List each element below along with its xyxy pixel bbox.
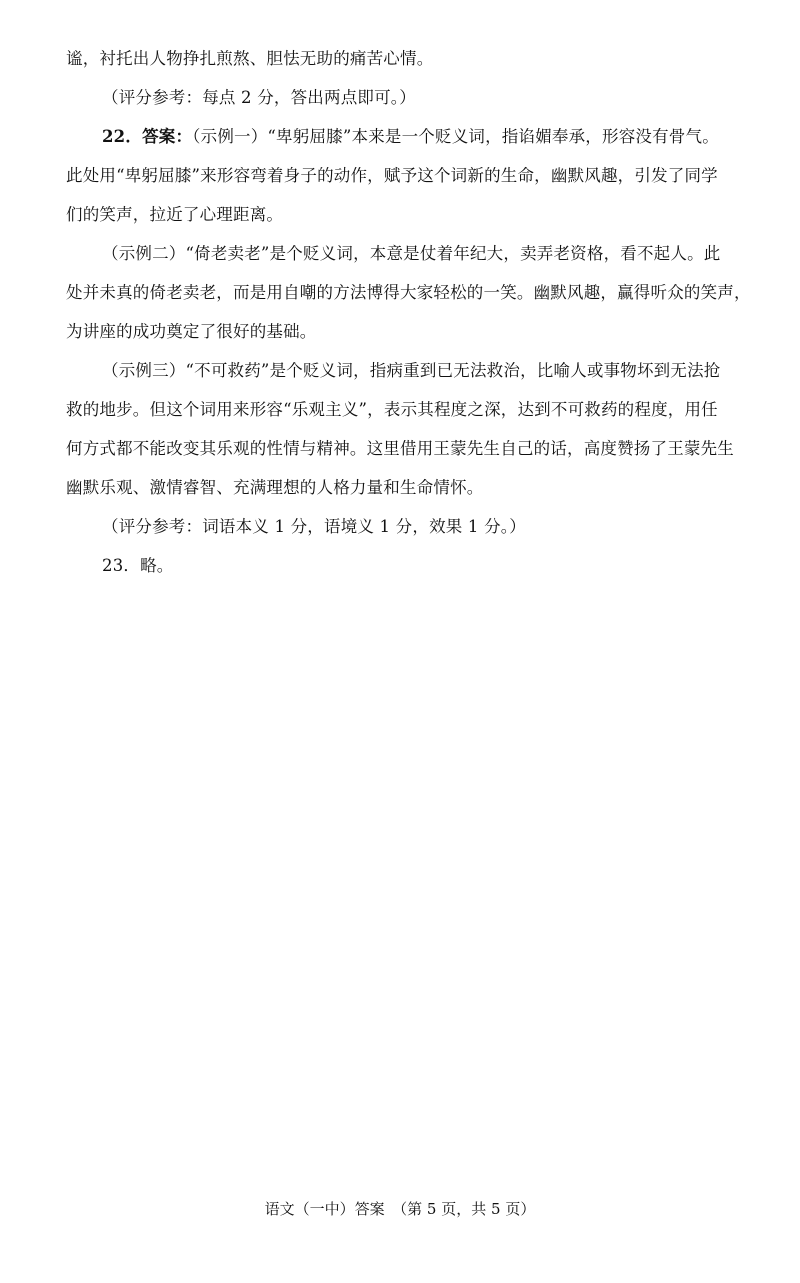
question-23: 23．略。 (102, 556, 174, 575)
answer-label: 答案： (142, 127, 193, 146)
text-line: 何方式都不能改变其乐观的性情与精神。这里借用王蒙先生自己的话，高度赞扬了王蒙先生 (66, 439, 734, 458)
text-segment: （示例一）“卑躬屈膝”本来是一个贬义词，指谄媚奉承，形容没有骨气。 (192, 127, 719, 146)
text-line: 谧，衬托出人物挣扎煎熬、胆怯无助的痛苦心情。 (66, 49, 434, 68)
text-line: 救的地步。但这个词用来形容“乐观主义”，表示其程度之深，达到不可救药的程度，用任 (66, 400, 718, 419)
page-footer: 语文（一中）答案 （第 5 页，共 5 页） (264, 1200, 536, 1218)
text-line: （示例三）“不可救药”是个贬义词，指病重到已无法救治，比喻人或事物坏到无法抢 (102, 361, 721, 380)
question-number: 22． (102, 127, 143, 146)
text-line: 为讲座的成功奠定了很好的基础。 (66, 322, 317, 341)
text-line: （示例二）“倚老卖老”是个贬义词，本意是仗着年纪大，卖弄老资格，看不起人。此 (102, 244, 721, 263)
text-line: 此处用“卑躬屈膝”来形容弯着身子的动作，赋予这个词新的生命，幽默风趣，引发了同学 (66, 166, 718, 185)
text-line: 们的笑声，拉近了心理距离。 (66, 205, 284, 224)
question-22-first-line (102, 126, 766, 148)
scoring-note: （评分参考：每点 2 分，答出两点即可。） (102, 88, 416, 107)
scoring-note: （评分参考：词语本义 1 分，语境义 1 分，效果 1 分。） (102, 517, 526, 536)
text-line: 处并未真的倚老卖老，而是用自嘲的方法博得大家轻松的一笑。幽默风趣，赢得听众的笑声， (66, 283, 751, 302)
text-line: 幽默乐观、激情睿智、充满理想的人格力量和生命情怀。 (66, 478, 484, 497)
